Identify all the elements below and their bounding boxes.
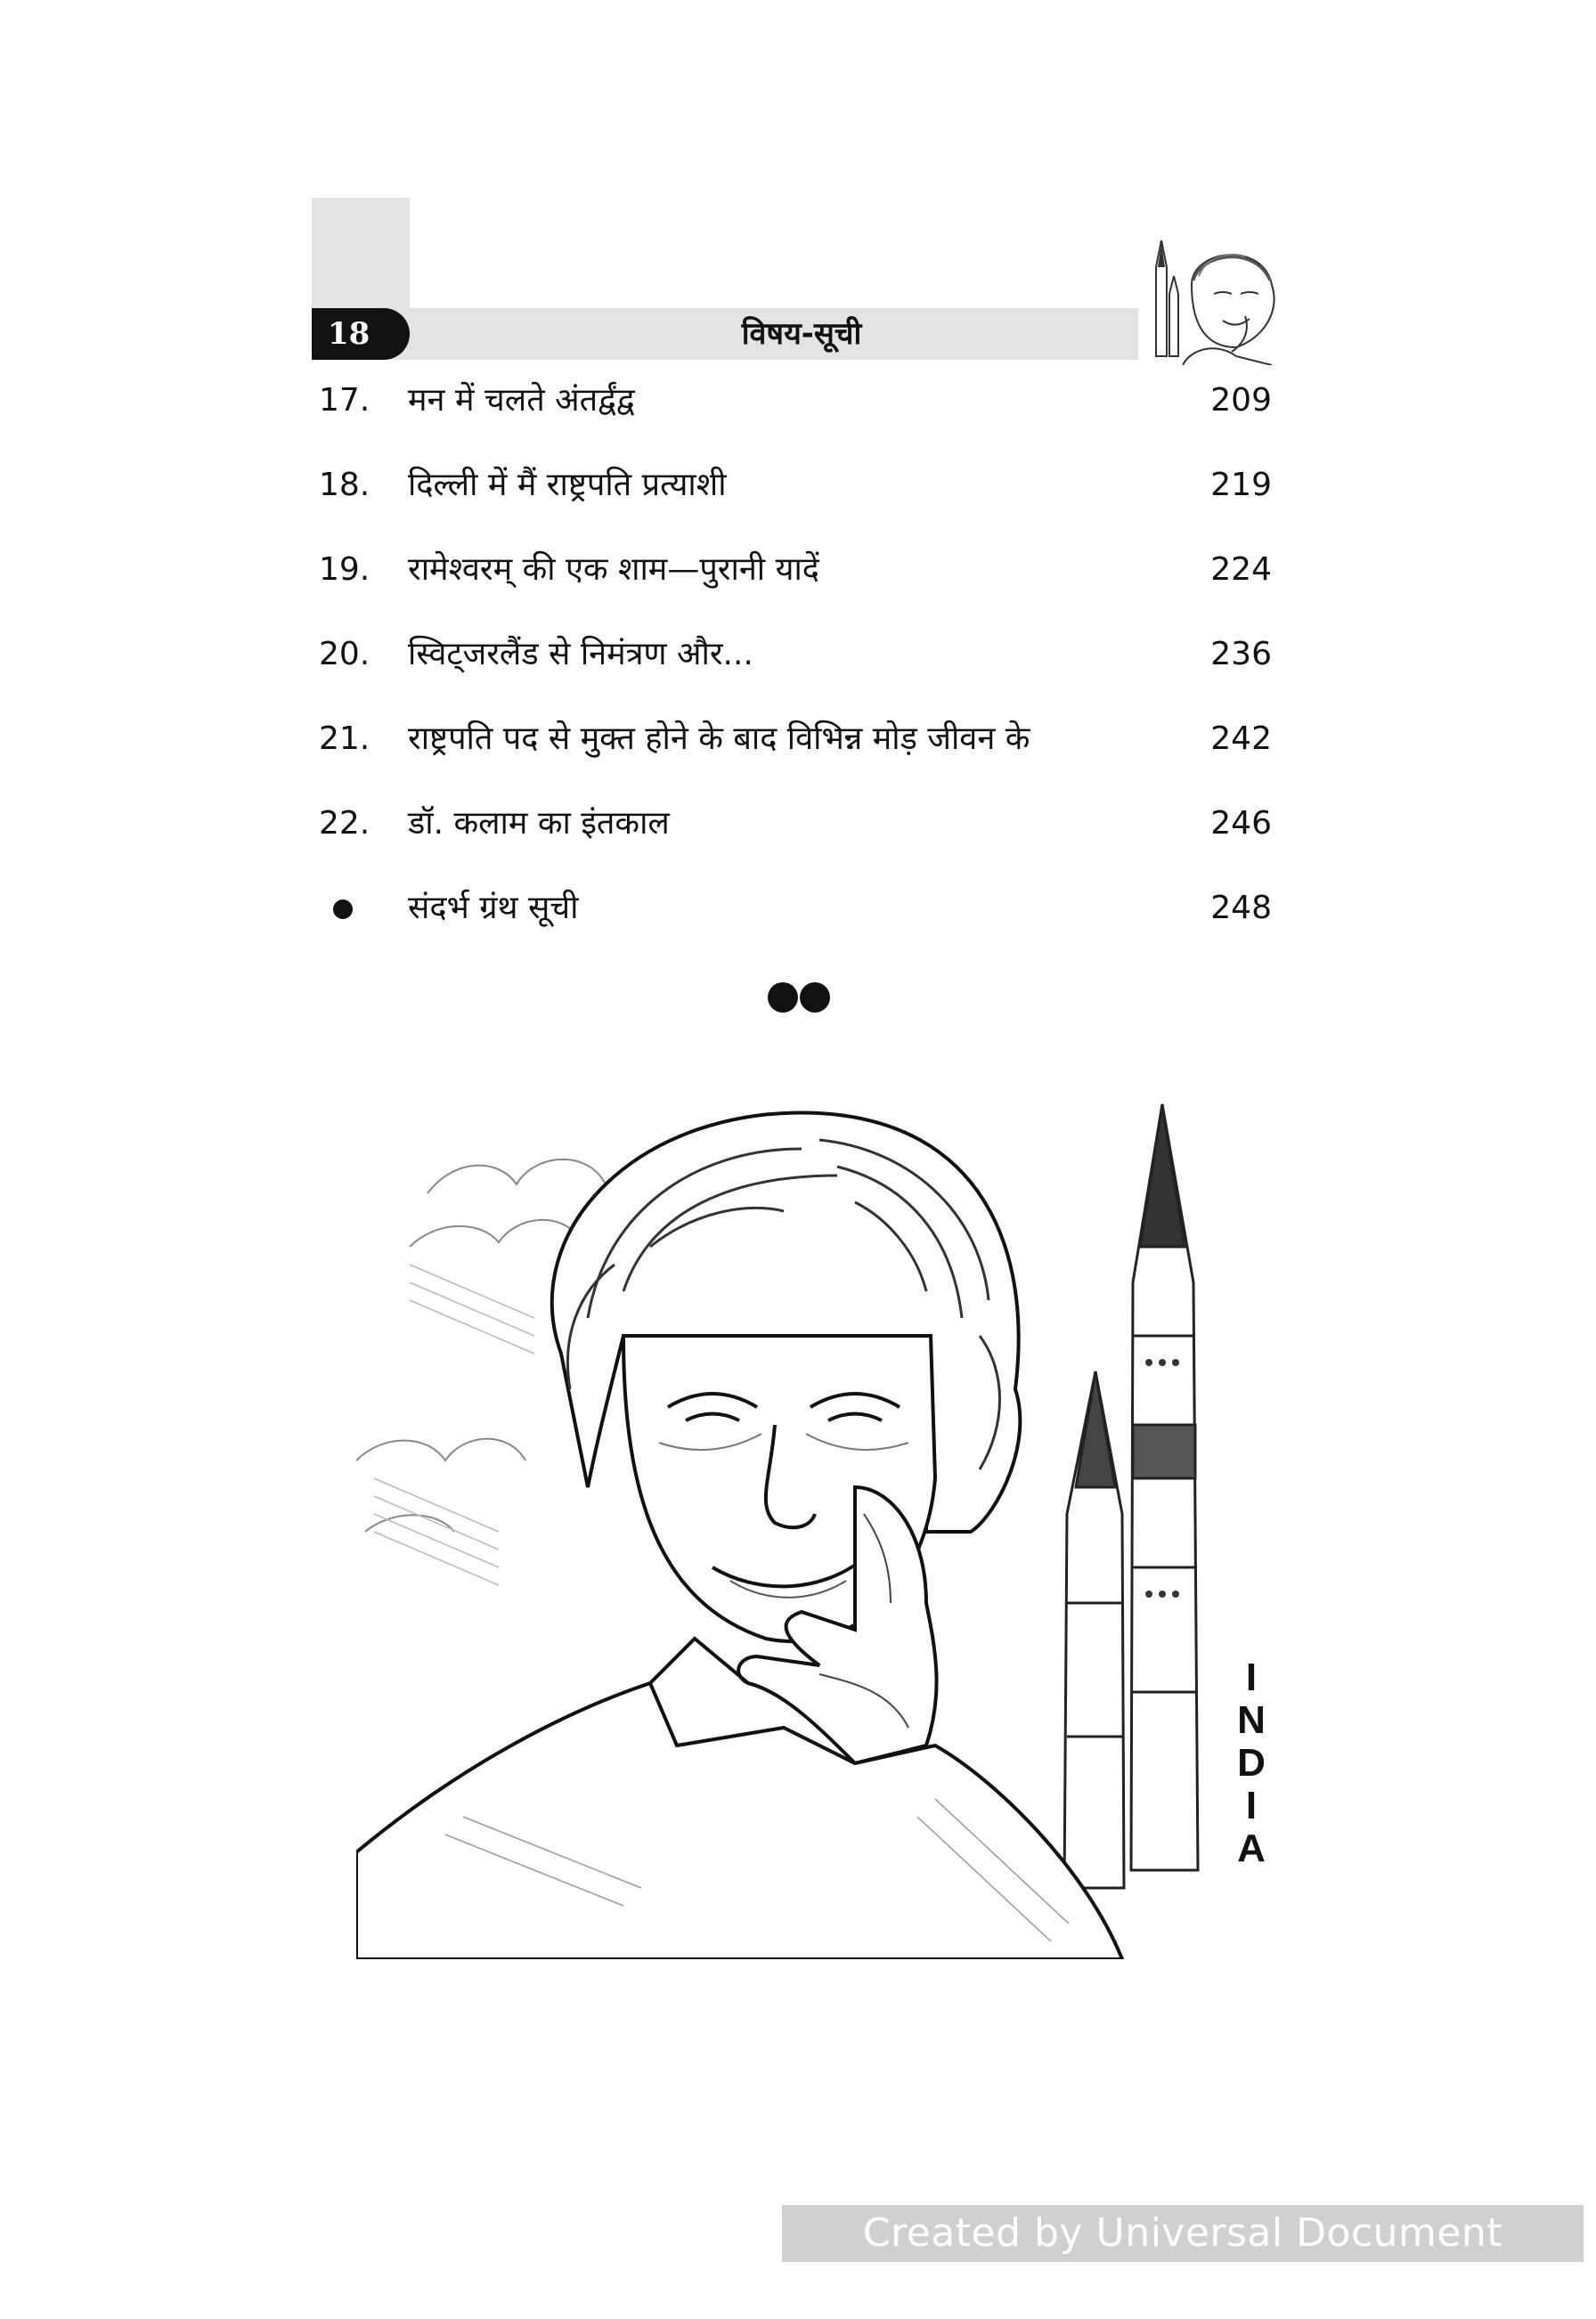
toc-entry-title: संदर्भ ग्रंथ सूची (408, 890, 579, 926)
toc-entry[interactable] (319, 882, 1281, 966)
toc-entry-page: 236 (1210, 636, 1272, 672)
toc-entry[interactable] (319, 628, 1281, 712)
header-tab (312, 198, 410, 309)
toc-entry-title: मन में चलते अंतर्द्वंद्व (408, 382, 635, 419)
india-letter: I (1245, 1784, 1258, 1827)
toc-entry-number: 19. (319, 551, 370, 588)
india-vertical-label (1229, 1656, 1274, 1870)
toc-entry-page: 246 (1210, 805, 1272, 842)
toc-entry-number: 18. (319, 467, 370, 503)
toc-entry[interactable] (319, 797, 1281, 882)
toc-entry[interactable] (319, 712, 1281, 797)
table-of-contents (319, 374, 1281, 966)
india-letter: I (1245, 1656, 1258, 1699)
ornament-dot (800, 982, 830, 1013)
toc-entry-title: राष्ट्रपति पद से मुक्त होने के बाद विभिन्न मोड़ जीवन के (408, 720, 1030, 757)
section-end-ornament (768, 982, 832, 1013)
toc-entry-page: 248 (1210, 890, 1272, 926)
toc-entry[interactable] (319, 459, 1281, 543)
toc-entry-page: 242 (1210, 720, 1272, 757)
toc-entry-title: रामेश्वरम् की एक शाम—पुरानी यादें (408, 551, 819, 588)
toc-entry-title: डॉ. कलाम का इंतकाल (408, 805, 670, 842)
toc-entry-page: 219 (1210, 467, 1272, 503)
converter-watermark: Created by Universal Document Converter (782, 2205, 1584, 2262)
toc-entry-page: 224 (1210, 551, 1272, 588)
toc-entry-number: 20. (319, 636, 370, 672)
toc-entry[interactable] (319, 543, 1281, 628)
toc-entry-number: 17. (319, 382, 370, 419)
portrait-sketch-illustration (356, 1069, 1282, 1959)
toc-entry-bullet (319, 882, 399, 935)
toc-entry-number: 21. (319, 720, 370, 757)
page-number: 18 (312, 308, 410, 360)
toc-entry-page: 209 (1210, 382, 1272, 419)
toc-entry[interactable] (319, 374, 1281, 459)
toc-entry-title: स्विट्जरलैंड से निमंत्रण और... (408, 636, 753, 672)
ornament-dot (768, 982, 798, 1013)
toc-entry-number: 22. (319, 805, 370, 842)
india-letter: D (1237, 1741, 1266, 1785)
india-letter: A (1237, 1827, 1266, 1870)
header-thumbnail-illustration (1138, 232, 1290, 365)
toc-entry-title: दिल्ली में मैं राष्ट्रपति प्रत्याशी (408, 467, 727, 503)
page-title: विषय-सूची (741, 316, 862, 352)
bullet-icon (333, 899, 353, 919)
india-letter: N (1237, 1698, 1266, 1742)
